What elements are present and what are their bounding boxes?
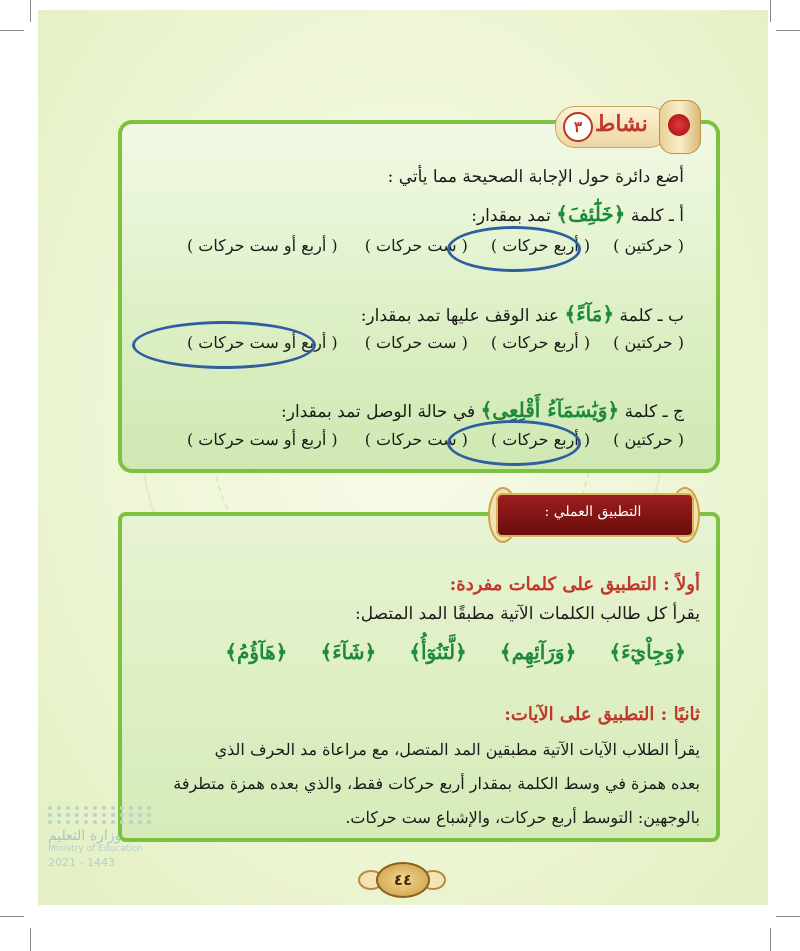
badge-label: التطبيق العملي : [544,504,642,520]
option: ( أربع حركات ) [490,333,591,352]
second-heading: ثانيًا : التطبيق على الآيات: [504,704,700,725]
question-prefix: ب ـ كلمة [619,306,684,326]
second-line: بالوجهين: التوسط أربع حركات، والإشباع ست حركات. [345,808,700,827]
ministry-logo [48,806,158,869]
option: ( حركتين ) [613,236,684,255]
question-suffix: عند الوقف عليها تمد بمقدار: [360,306,560,326]
instruction-text: أضع دائرة حول الإجابة الصحيحة مما يأتي : [387,167,684,187]
option-selected: ( أربع حركات ) [490,236,591,255]
quran-word: ﴿وَيَٰسَمَآءُ أَقْلِعِى﴾ [480,398,620,422]
option: ( أربع أو ست حركات ) [186,236,338,255]
practice-words [211,640,700,664]
page-number: ٤٤ [376,862,430,898]
crop-mark [770,0,771,22]
first-text: يقرأ كل طالب الكلمات الآتية مطبقًا المد المتصل: [355,604,700,624]
option-selected: ( أربع أو ست حركات ) [186,333,338,352]
answer-circle [447,226,581,272]
practical-badge [488,487,698,545]
option: ( أربع أو ست حركات ) [186,430,338,449]
ministry-arabic: وزارة التعليم [48,828,122,844]
page-number-ornament [358,858,444,898]
answer-circle [132,321,316,369]
practice-word: ﴿شَآءَ﴾ [320,640,377,664]
crop-mark [30,928,31,951]
quran-word: ﴿مَآءً﴾ [564,302,615,326]
practice-word: ﴿وَرَآئِهِم﴾ [499,640,577,664]
question-a-options [187,236,684,255]
question-c-options [187,430,684,449]
question-c-stem [281,398,684,422]
option: ( ست حركات ) [364,430,468,449]
question-suffix: تمد بمقدار: [471,206,551,226]
practice-word: ﴿وَجِاْيٓءَ﴾ [609,640,686,664]
second-line: بعده همزة في وسط الكلمة بمقدار أربع حركات فقط، والذي بعده همزة متطرفة [173,774,700,793]
answer-circle [447,420,581,466]
quran-word: ﴿خَلَٰٓئِفَ﴾ [556,202,626,226]
option: ( حركتين ) [613,333,684,352]
activity-scroll-banner [555,100,705,152]
activity-number: ٣ [563,112,593,142]
first-heading: أولاً : التطبيق على كلمات مفردة: [449,574,700,595]
crop-mark [776,916,800,917]
question-prefix: أ ـ كلمة [630,206,684,226]
crop-mark [0,30,24,31]
option-selected: ( أربع حركات ) [490,430,591,449]
ministry-english: Ministry of Education [48,844,143,854]
option: ( حركتين ) [613,430,684,449]
crop-mark [770,928,771,951]
practice-word: ﴿لَّتَنُوٓأُ﴾ [409,640,467,664]
ministry-year: 2021 - 1443 [48,856,115,869]
crop-mark [30,0,31,22]
question-a-stem [471,202,684,226]
option: ( ست حركات ) [364,333,468,352]
activity-label: نشاط [595,111,648,137]
question-b-stem [361,302,684,326]
logo-dots-icon [48,806,158,824]
second-line: يقرأ الطلاب الآيات الآتية مطبقين المد المتصل، مع مراعاة مد الحرف الذي [214,740,700,759]
practice-word: ﴿هَآؤُمُ﴾ [225,640,288,664]
wax-seal-icon [668,114,690,136]
crop-mark [0,916,24,917]
question-suffix: في حالة الوصل تمد بمقدار: [281,402,476,422]
question-prefix: ج ـ كلمة [624,402,684,422]
crop-mark [776,30,800,31]
option: ( ست حركات ) [364,236,468,255]
